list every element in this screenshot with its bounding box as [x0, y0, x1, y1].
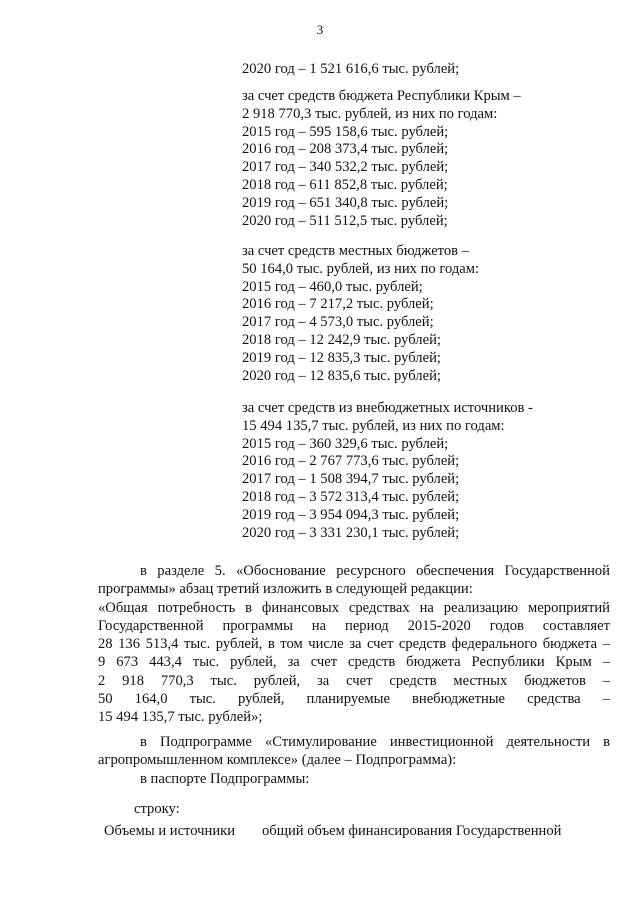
- section5-line: Государственной программы на период 2015-2020 годов составляет: [98, 617, 610, 634]
- crimea-budget-heading: за счет средств бюджета Республики Крым –: [242, 88, 521, 104]
- crimea-year-line: 2015 год – 595 158,6 тыс. рублей;: [242, 123, 449, 140]
- local-budgets-heading: за счет средств местных бюджетов –: [242, 243, 469, 259]
- section5-line: 50 164,0 тыс. рублей, планируемые внебюджетные средства –: [98, 691, 610, 708]
- table-row-right-cell: общий объем финансирования Государственной: [262, 823, 562, 839]
- section5-line: 9 673 443,4 тыс. рублей, за счет средств бюджета Республики Крым –: [98, 654, 610, 671]
- local-year-line: 2020 год – 12 835,6 тыс. рублей;: [242, 367, 441, 384]
- crimea-year-line: 2018 год – 611 852,8 тыс. рублей;: [242, 176, 448, 193]
- local-year-line: 2016 год – 7 217,2 тыс. рублей;: [242, 296, 434, 313]
- extra-year-line: 2020 год – 3 331 230,1 тыс. рублей;: [242, 524, 460, 541]
- local-year-line: 2019 год – 12 835,3 тыс. рублей;: [242, 349, 441, 366]
- section5-line: программы» абзац третий изложить в следующей редакции:: [98, 581, 473, 598]
- subprogram-line: агропромышленном комплексе» (далее – Подпрограмма):: [98, 752, 457, 769]
- section5-line: 2 918 770,3 тыс. рублей, за счет средств местных бюджетов –: [98, 672, 610, 689]
- local-budgets-total: 50 164,0 тыс. рублей, из них по годам:: [242, 260, 480, 277]
- table-row-left-cell: Объемы и источники: [104, 823, 236, 839]
- row-label: строку:: [134, 801, 180, 817]
- local-year-line: 2015 год – 460,0 тыс. рублей;: [242, 278, 423, 295]
- crimea-budget-total: 2 918 770,3 тыс. рублей, из них по годам:: [242, 105, 498, 122]
- extra-year-line: 2018 год – 3 572 313,4 тыс. рублей;: [242, 488, 460, 505]
- extra-year-line: 2016 год – 2 767 773,6 тыс. рублей;: [242, 453, 460, 470]
- section5-line: в разделе 5. «Обоснование ресурсного обеспечения Государственной: [140, 563, 610, 579]
- crimea-year-line: 2020 год – 511 512,5 тыс. рублей;: [242, 212, 448, 229]
- crimea-year-line: 2019 год – 651 340,8 тыс. рублей;: [242, 194, 449, 211]
- crimea-year-line: 2017 год – 340 532,2 тыс. рублей;: [242, 159, 449, 176]
- section5-line: 28 136 513,4 тыс. рублей, в том числе за счет средств федерального бюджета –: [98, 636, 610, 653]
- extra-year-line: 2017 год – 1 508 394,7 тыс. рублей;: [242, 471, 460, 488]
- section5-paragraph: [98, 562, 610, 727]
- federal-2020-line: 2020 год – 1 521 616,6 тыс. рублей;: [242, 61, 460, 77]
- page-number: 3: [316, 22, 324, 37]
- subprogram-paragraph: [98, 733, 610, 788]
- passport-line: в паспорте Подпрограммы:: [140, 770, 310, 787]
- extra-budget-block: [242, 400, 533, 542]
- extra-year-line: 2015 год – 360 329,6 тыс. рублей;: [242, 435, 449, 452]
- local-year-line: 2018 год – 12 242,9 тыс. рублей;: [242, 331, 441, 348]
- section5-line: «Общая потребность в финансовых средствах на реализацию мероприятий: [98, 599, 610, 616]
- federal-budget-tail: [242, 61, 459, 79]
- local-year-line: 2017 год – 4 573,0 тыс. рублей;: [242, 314, 434, 331]
- extra-year-line: 2019 год – 3 954 094,3 тыс. рублей;: [242, 506, 460, 523]
- crimea-budget-block: [242, 88, 521, 230]
- local-budgets-block: [242, 243, 479, 385]
- extra-budget-total: 15 494 135,7 тыс. рублей, из них по годам:: [242, 417, 505, 434]
- subprogram-line: в Подпрограмме «Стимулирование инвестиционной деятельности в: [140, 734, 610, 750]
- extra-budget-heading: за счет средств из внебюджетных источников -: [242, 400, 533, 416]
- crimea-year-line: 2016 год – 208 373,4 тыс. рублей;: [242, 141, 449, 158]
- section5-line: 15 494 135,7 тыс. рублей»;: [98, 709, 263, 726]
